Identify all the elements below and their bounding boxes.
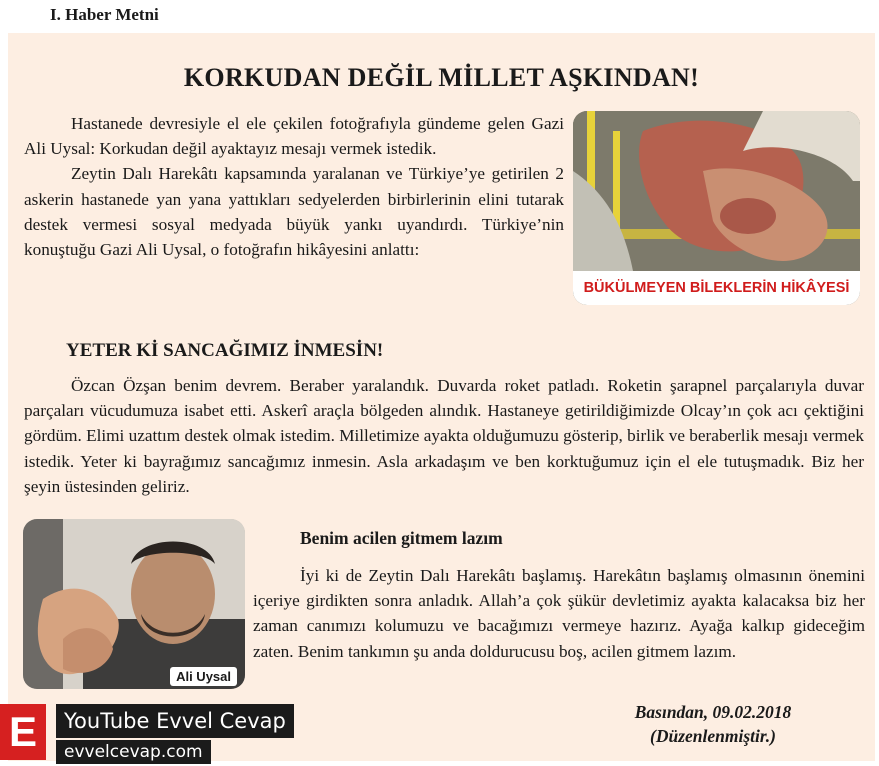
source-line-2: (Düzenlenmiştir.)	[650, 726, 776, 746]
intro-paragraph-1: Hastanede devresiyle el ele çekilen fotoğrafıyla gündeme gelen Gazi Ali Uysal: Korkudan değil ayaktayız mesajı vermek istedik.	[24, 114, 564, 159]
channel-logo-icon: E	[0, 704, 46, 760]
news-panel	[8, 33, 875, 761]
portrait-photo-image	[23, 519, 245, 689]
intro-paragraph-2: Zeytin Dalı Harekâtı kapsamında yaralanan ve Türkiye’ye getirilen 2 askerin hastanede yan yana yattıkları sedyelerden birbirlerinin elini tutarak destek vermesi sosyal medyada büyük yankı uyandırdı. Türkiye’nin konuştuğu Gazi Ali Uysal, o fotoğrafın hikâyesini anlattı:	[24, 164, 564, 260]
watermark	[0, 701, 310, 766]
subheading: YETER Kİ SANCAĞIMIZ İNMESİN!	[66, 340, 384, 361]
subheading-2: Benim acilen gitmem lazım	[300, 528, 503, 548]
portrait-photo-caption: Ali Uysal	[170, 667, 237, 686]
story-paragraph-2: İyi ki de Zeytin Dalı Harekâtı başlamış. Harekâtın başlamış olmasının önemini içeriye girdikten sonra anladık. Allah’a çok şükür devletimiz ayakta kalacaksa biz her zaman canımızı kolumuzu ve bacağımızı vermeye hazırız. Ayağa kalkıp gideceğim zaten. Benim tankımın şu anda doldurucusu boş, acilen gitmem lazım.	[253, 566, 865, 661]
story-paragraph-1: Özcan Özşan benim devrem. Beraber yaralandık. Duvarda roket patladı. Roketin şarapnel parçalarıyla duvar parçaları vücudumuza isabet etti. Askerî araçla bölgeden alındık. Hastaneye getirildiğimizde Olcay’ın çok acı çektiğini gördüm. Elimi uzattım destek olmak istedim. Milletimize ayakta olduğumuzu gösterip, birlik ve beraberlik mesajı vermek istedik. Yeter ki bayrağımız sancağımız inmesin. Asla arkadaşım ve ben korktuğumuz için el ele tutuşmadık. Biz her şeyin üstesinden geliriz.	[24, 376, 864, 496]
portrait-photo	[23, 519, 245, 689]
channel-title: YouTube Evvel Cevap	[56, 704, 294, 738]
channel-url: evvelcevap.com	[56, 740, 211, 764]
hands-photo-caption: BÜKÜLMEYEN BİLEKLERİN HİKÂYESİ	[573, 271, 860, 305]
source-citation	[568, 700, 858, 748]
intro-text	[24, 111, 564, 262]
headline: KORKUDAN DEĞİL MİLLET AŞKINDAN!	[183, 63, 700, 92]
hands-photo	[573, 111, 860, 305]
section-label: I. Haber Metni	[50, 5, 159, 24]
source-line-1: Basından, 09.02.2018	[634, 702, 792, 722]
